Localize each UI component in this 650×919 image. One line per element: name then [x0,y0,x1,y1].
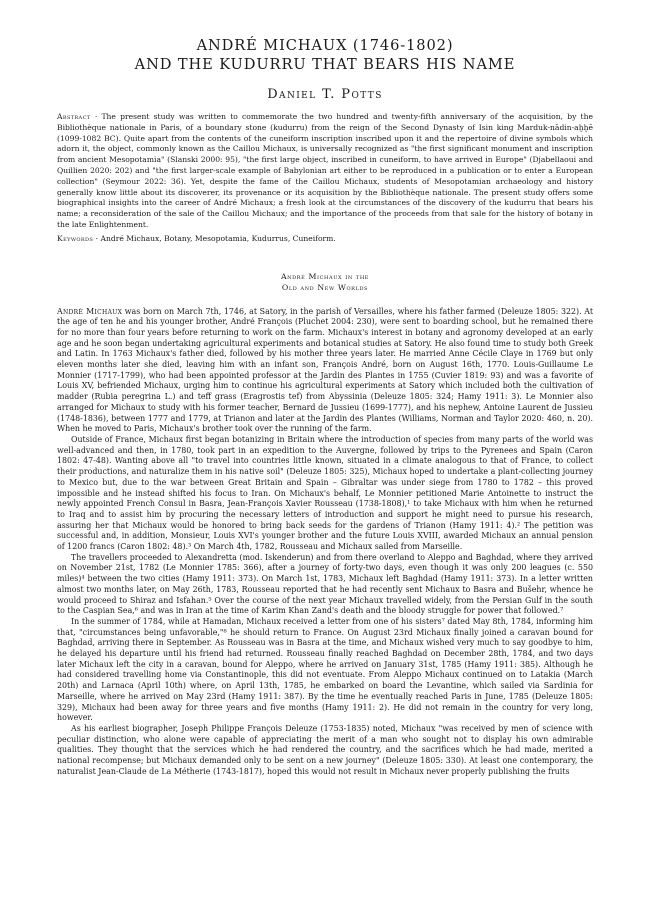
article-title-line-1: ANDRÉ MICHAUX (1746-1802) [196,37,454,54]
paragraph-1-text: was born on March 7th, 1746, at Satory, in the parish of Versailles, where his father farmed (Deleuze 1805: 322). At the age of ten he and his younger brother, André François (Pluchet 2004: 230), were sent to boarding school, but he remained there for no more than four years before returning to work on the farm. Michaux's interest in botany and agronomy developed at an early age and he soon began undertaking agricultural experiments and botanical studies at Satory. He also found time to study both Greek and Latin. In 1763 Michaux's father died, followed by his mother three years later. He married Anne Cécile Claye in 1769 but only eleven months later she died, leaving him with an infant son, François André, born on August 16th, 1770. Louis-Guillaume Le Monnier (1717-1799), who had been appointed professor at the Jardin des Plantes in 1755 (Cuvier 1819: 93) and was a favorite of Louis XV, befriended Michaux, urging him to continue his agricultural experiments at Satory which included both the cultivation of madder (Rubia peregrina L.) and teff grass (Eragrostis tef) from Abyssinia (Deleuze 1805: 324; Hamy 1911: 3). Le Monnier also arranged for Michaux to study with his former teacher, Bernard de Jussieu (1699-1777), and his nephew, Antoine Laurent de Jussieu (1748-1836), between 1777 and 1779, at Trianon and later at the Jardin des Plantes (Williams, Norman and Taylor 2020: 460, n. 20). When he moved to Paris, Michaux's brother took over the running of the farm. [57,306,594,434]
keywords-label: Keywords [57,233,94,243]
paragraph-1-lead: André Michaux [57,306,123,316]
author-name: Daniel T. Potts [267,87,383,102]
body-text [57,307,593,778]
abstract-text: · The present study was written to commemorate the two hundred and twenty-fifth anniversary of the acquisition, by the Bibliothèque nationale in Paris, of a boundary stone (kudurru) from the reign of the Second Dynasty of Isin king Marduk-nādin-aḫḫē (1099-1082 BC). Quite apart from the contents of the cuneiform inscription inscribed upon it and the repertoire of divine symbols which adorn it, the object, commonly known as the Caillou Michaux, is universally recognized as "the first significant monument and inscription from ancient Mesopotamia" (Slanski 2000: 95), "the first large object, inscribed in cuneiform, to have arrived in Europe" (Djabellaoui and Quillien 2020: 202) and "the first larger-scale example of Babylonian art either to be reproduced in a publication or to enter a European collection" (Seymour 2022: 36). Yet, despite the fame of the Caillou Michaux, students of Mesopotamian archaeology and history generally know little about its discoverer, its provenance or its acquisition by the Bibliothèque nationale. The present study offers some biographical insights into the career of André Michaux; a fresh look at the circumstances of the discovery of the kudurru that bears his name; a reconsideration of the sale of the Caillou Michaux; and the importance of the proceeds from that sale for the history of botany in the late Enlightenment. [57,112,593,229]
keywords-text: · André Michaux, Botany, Mesopotamia, Kudurrus, Cuneiform. [93,233,336,243]
paragraph-1 [57,307,593,435]
article-title-line-2: AND THE KUDURRU THAT BEARS HIS NAME [134,56,516,73]
paragraph-3: The travellers proceeded to Alexandretta (mod. Iskenderun) and from there overland to Aleppo and Baghdad, where they arrived on November 21st, 1782 (Le Monnier 1785: 366), after a journey of forty-two days, even though it was only 200 leagues (c. 550 miles)⁴ between the two cities (Hamy 1911: 373). On March 1st, 1783, Michaux left Baghdad (Hamy 1911: 373). In a letter written almost two months later, on May 26th, 1783, Rousseau reported that he had recently sent Michaux to Basra and Bušehr, whence he would proceed to Shiraz and Isfahan.⁵ Over the course of the next year Michaux travelled widely, from the Persian Gulf in the south to the Caspian Sea,⁶ and was in Iran at the time of Karim Khan Zand's death and the bloody struggle for power that followed.⁷ [57,552,593,616]
section-heading-line-1: André Michaux in the [280,271,370,281]
abstract [57,112,593,231]
section-heading [57,271,593,293]
abstract-label: Abstract [57,112,91,121]
paragraph-2: Outside of France, Michaux first began botanizing in Britain where the introduction of species from many parts of the world was well-advanced and then, in 1780, took part in an expedition to the Auvergne, followed by trips to the Pyrenees and Spain (Caron 1802: 47-48). Wanting above all "to travel into countries little known, situated in a climate analogous to that of France, to collect their productions, and naturalize them in his native soil" (Deleuze 1805: 325), Michaux hoped to undertake a plant-collecting journey to Mexico but, due to the war between Great Britain and Spain – Gibraltar was under siege from 1780 to 1782 – this proved impossible and he instead shifted his focus to Iran. On Michaux's behalf, Le Monnier petitioned Marie Antoinette to instruct the newly appointed French Consul in Basra, Jean-François Xavier Rousseau (1738-1808),¹ to take Michaux with him when he returned to Iraq and to assist him by procuring the necessary letters of introduction and support he might need to pursue his research, assuring her that Michaux would be honored to bring back seeds for the gardens of Trianon (Hamy 1911: 4).² The petition was successful and, in addition, Monsieur, Louis XVI's younger brother and the future Louis XVIII, awarded Michaux an annual pension of 1200 francs (Caron 1802: 48).³ On March 4th, 1782, Rousseau and Michaux sailed from Marseille. [57,435,593,552]
section-heading-line-2: Old and New Worlds [281,282,369,292]
paragraph-4: In the summer of 1784, while at Hamadan, Michaux received a letter from one of his sisters⁷ dated May 8th, 1784, informing him that, "circumstances being unfavorable,"⁸ he should return to France. On August 23rd Michaux finally joined a caravan bound for Baghdad, arriving there in September. As Rousseau was in Basra at the time, and Michaux wished very much to say goodbye to him, he delayed his departure until his friend had returned. Rousseau finally reached Baghdad on December 28th, 1784, and two days later Michaux left the city in a caravan, bound for Aleppo, where he arrived on January 31st, 1785 (Hamy 1911: 385). Although he had considered travelling home via Constantinople, this did not eventuate. From Aleppo Michaux continued on to Latakia (March 20th) and Larnaca (April 10th) where, on April 13th, 1785, he embarked on board the Levantine, which sailed via Sardinia for Marseille, where he arrived on May 23rd (Hamy 1911: 387). By the time he eventually reached Paris in June, 1785 (Deleuze 1805: 329), Michaux had been away for three years and five months (Hamy 1911: 2). He did not remain in the country for very long, however. [57,616,593,723]
keywords [57,234,593,245]
paragraph-5: As his earliest biographer, Joseph Philippe François Deleuze (1753-1835) noted, Michaux "was received by men of science with peculiar distinction, who alone were capable of appreciating the merit of a man who sought not to display his own admirable qualities. They thought that the services which he had rendered the country, and the sacrifices which he had made, merited a national recompense; but Michaux demanded only to be sent on a new journey" (Deleuze 1805: 330). At least one contemporary, the naturalist Jean-Claude de La Métherie (1743-1817), hoped this would not result in Michaux never properly publishing the fruits [57,723,593,776]
